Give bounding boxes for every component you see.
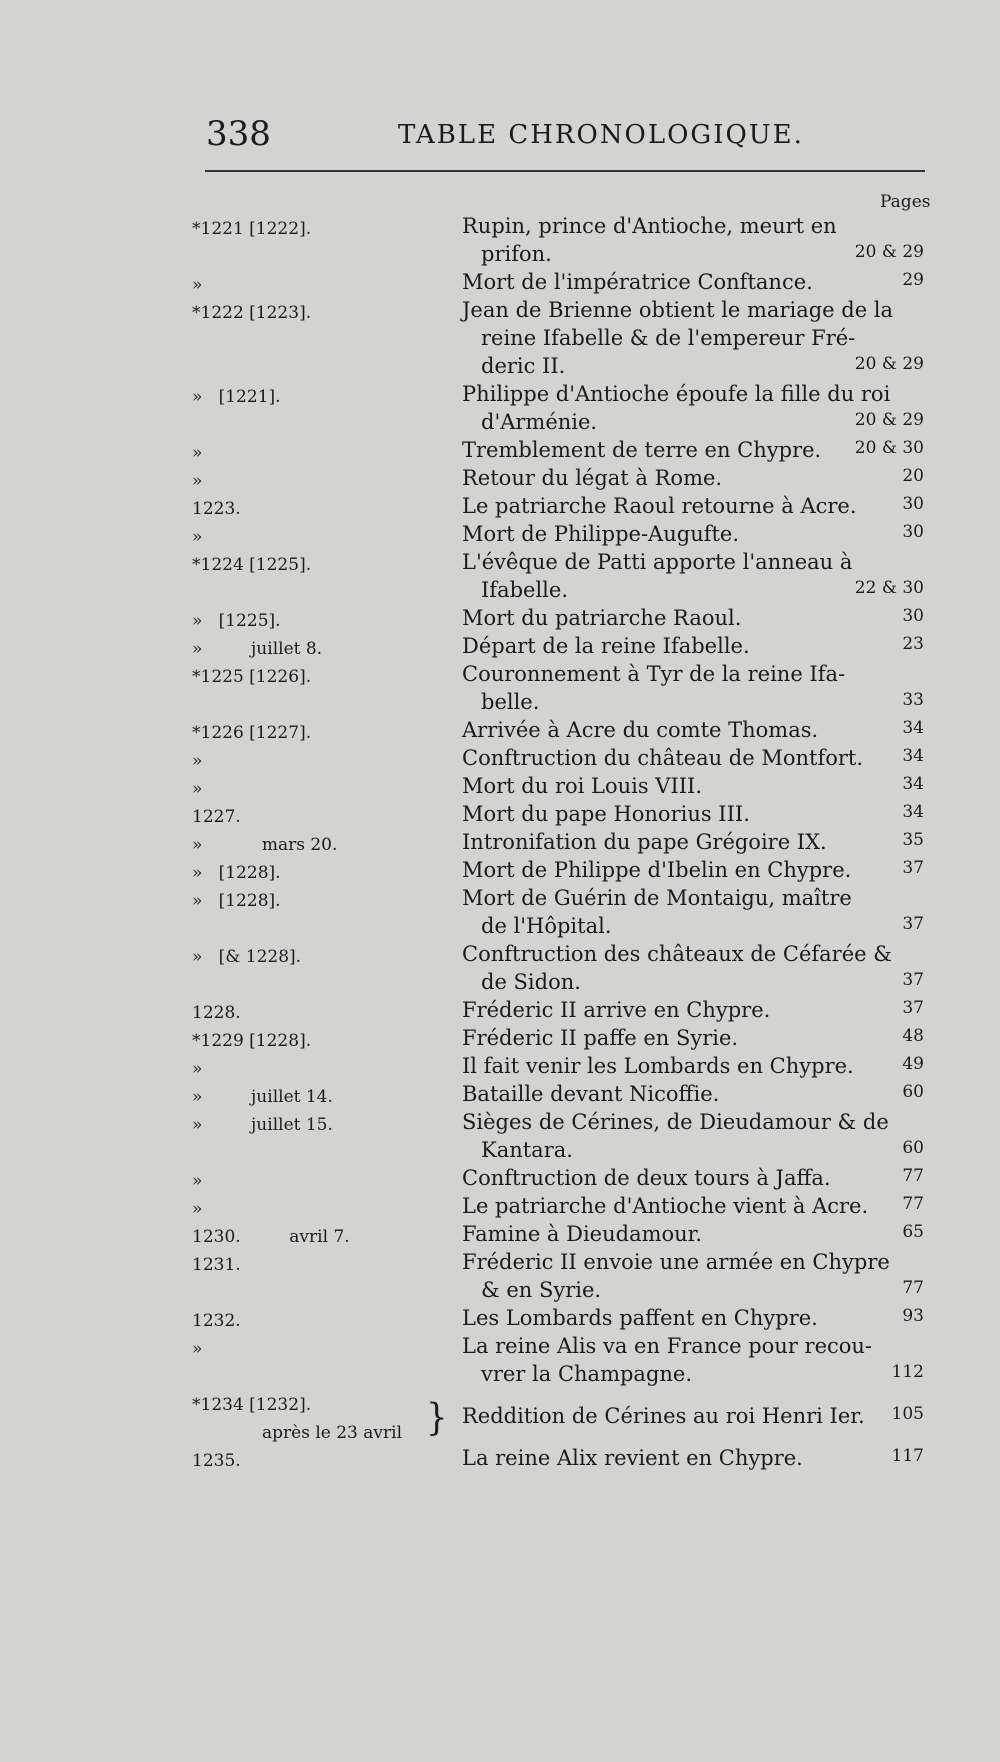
entry-pages: 23 <box>902 634 924 654</box>
entry-text-line: Mort de Philippe-Augufte. <box>462 522 740 546</box>
entry-pages: 20 & 30 <box>854 438 924 458</box>
chronology-entry <box>0 380 1000 436</box>
header-rule <box>205 170 925 172</box>
entry-pages: 35 <box>902 830 924 850</box>
entry-text-line: Fréderic II paffe en Syrie. <box>462 1026 739 1050</box>
chronology-entry <box>0 828 1000 856</box>
chronology-entry <box>0 1332 1000 1388</box>
entry-text-line: Mort de l'impératrice Conftance. <box>462 270 813 294</box>
entry-pages: 60 <box>902 1138 924 1158</box>
entry-text-line: Kantara. <box>481 1138 573 1162</box>
entry-pages: 20 & 29 <box>854 242 924 262</box>
entry-text-line: L'évêque de Patti apporte l'anneau à <box>462 550 853 574</box>
entry-date: » <box>192 527 203 547</box>
entry-text-line: Les Lombards paffent en Chypre. <box>462 1306 818 1330</box>
entry-text-line: de l'Hôpital. <box>481 914 612 938</box>
entry-pages: 34 <box>902 774 924 794</box>
entry-date: » <box>192 1059 203 1079</box>
entry-pages: 77 <box>902 1278 924 1298</box>
chronology-entry <box>0 436 1000 464</box>
entry-date: *1221 [1222]. <box>192 219 312 239</box>
entry-date: » juillet 14. <box>192 1087 333 1107</box>
entry-date: » <box>192 471 203 491</box>
entry-text-line: Mort de Philippe d'Ibelin en Chypre. <box>462 858 852 882</box>
entry-date: 1230. avril 7. <box>192 1227 350 1247</box>
entry-text-line: Mort de Guérin de Montaigu, maître <box>462 886 852 910</box>
chronology-entry <box>0 940 1000 996</box>
entry-text-line: Conftruction des châteaux de Céfarée & <box>462 942 892 966</box>
entry-date: *1225 [1226]. <box>192 667 312 687</box>
entry-pages: 117 <box>891 1446 924 1466</box>
chronology-entry <box>0 296 1000 380</box>
entry-text-line: Arrivée à Acre du comte Thomas. <box>462 718 819 742</box>
entry-pages: 29 <box>902 270 924 290</box>
chronology-entry <box>0 1388 1000 1444</box>
entry-pages: 37 <box>902 858 924 878</box>
entry-date: » <box>192 1199 203 1219</box>
entry-date: » [1228]. <box>192 891 281 911</box>
entry-date: » [1228]. <box>192 863 281 883</box>
entry-date: 1223. <box>192 499 241 519</box>
chronology-entry <box>0 492 1000 520</box>
entry-date: *1229 [1228]. <box>192 1031 312 1051</box>
entry-date: 1235. <box>192 1451 241 1471</box>
entry-date: *1224 [1225]. <box>192 555 312 575</box>
entry-text-line: reine Ifabelle & de l'empereur Fré- <box>481 326 856 350</box>
entry-date: » <box>192 443 203 463</box>
chronology-entry <box>0 1248 1000 1304</box>
entry-text-line: Ifabelle. <box>481 578 568 602</box>
entry-text-line: de Sidon. <box>481 970 581 994</box>
entry-text-line: deric II. <box>481 354 566 378</box>
chronology-entry <box>0 604 1000 632</box>
date-brace: } <box>426 1396 448 1440</box>
entry-text-line: prifon. <box>481 242 552 266</box>
entry-text-line: Famine à Dieudamour. <box>462 1222 703 1246</box>
entry-pages: 34 <box>902 746 924 766</box>
chronology-entry <box>0 1220 1000 1248</box>
entry-text-line: Sièges de Cérines, de Dieudamour & de <box>462 1110 889 1134</box>
entry-text-line: Conftruction de deux tours à Jaffa. <box>462 1166 831 1190</box>
entry-text-line: Mort du roi Louis VIII. <box>462 774 703 798</box>
entry-text-line: Reddition de Cérines au roi Henri Ier. <box>462 1404 865 1428</box>
page-number: 338 <box>206 114 271 154</box>
chronology-entry <box>0 632 1000 660</box>
chronology-entry <box>0 856 1000 884</box>
entry-pages: 37 <box>902 970 924 990</box>
entry-date: » <box>192 1339 203 1359</box>
chronology-entry <box>0 744 1000 772</box>
entry-date: 1228. <box>192 1003 241 1023</box>
chronology-entry <box>0 884 1000 940</box>
chronology-entry <box>0 800 1000 828</box>
chronology-entry <box>0 268 1000 296</box>
entry-text-line: Philippe d'Antioche époufe la fille du roi <box>462 382 891 406</box>
entry-pages: 60 <box>902 1082 924 1102</box>
entry-date: » <box>192 275 203 295</box>
entry-text-line: Jean de Brienne obtient le mariage de la <box>462 298 894 322</box>
entry-text-line: Conftruction du château de Montfort. <box>462 746 864 770</box>
entry-text-line: belle. <box>481 690 540 714</box>
entry-text-line: Mort du pape Honorius III. <box>462 802 750 826</box>
running-title: TABLE CHRONOLOGIQUE. <box>398 120 804 150</box>
entry-pages: 37 <box>902 914 924 934</box>
entry-pages: 33 <box>902 690 924 710</box>
entry-pages: 34 <box>902 802 924 822</box>
entry-date: » [1221]. <box>192 387 281 407</box>
entry-text-line: & en Syrie. <box>481 1278 602 1302</box>
entry-pages: 77 <box>902 1194 924 1214</box>
entry-date: » <box>192 779 203 799</box>
entry-pages: 65 <box>902 1222 924 1242</box>
entry-text-line: Retour du légat à Rome. <box>462 466 723 490</box>
entry-pages: 20 & 29 <box>854 410 924 430</box>
entry-date: » <box>192 751 203 771</box>
entry-text-line: Bataille devant Nicoffie. <box>462 1082 720 1106</box>
entry-pages: 20 & 29 <box>854 354 924 374</box>
entry-text-line: Il fait venir les Lombards en Chypre. <box>462 1054 854 1078</box>
entry-date: » [& 1228]. <box>192 947 302 967</box>
chronology-entry <box>0 1192 1000 1220</box>
chronology-entry <box>0 1024 1000 1052</box>
entry-date: 1231. <box>192 1255 241 1275</box>
entry-pages: 30 <box>902 494 924 514</box>
entry-text-line: Départ de la reine Ifabelle. <box>462 634 750 658</box>
chronology-entry <box>0 1108 1000 1164</box>
entry-pages: 112 <box>891 1362 924 1382</box>
chronology-entry <box>0 1164 1000 1192</box>
entry-text-line: La reine Alis va en France pour recou- <box>462 1334 873 1358</box>
chronology-entry <box>0 772 1000 800</box>
chronology-entry <box>0 1052 1000 1080</box>
entry-text-line: Fréderic II arrive en Chypre. <box>462 998 771 1022</box>
entry-text-line: Fréderic II envoie une armée en Chypre <box>462 1250 890 1274</box>
entry-pages: 105 <box>891 1404 924 1424</box>
chronology-entry <box>0 520 1000 548</box>
entry-pages: 49 <box>902 1054 924 1074</box>
entry-text-line: Le patriarche d'Antioche vient à Acre. <box>462 1194 869 1218</box>
entry-date: 1227. <box>192 807 241 827</box>
entry-date: *1226 [1227]. <box>192 723 312 743</box>
entry-text-line: Intronifation du pape Grégoire IX. <box>462 830 827 854</box>
chronology-entry <box>0 464 1000 492</box>
chronology-entry <box>0 996 1000 1024</box>
entry-pages: 93 <box>902 1306 924 1326</box>
pages-column-heading: Pages <box>880 192 931 212</box>
entry-pages: 22 & 30 <box>854 578 924 598</box>
chronology-table <box>0 212 1000 1472</box>
entry-text-line: Le patriarche Raoul retourne à Acre. <box>462 494 857 518</box>
entry-text-line: d'Arménie. <box>481 410 598 434</box>
entry-date: *1234 [1232]. <box>192 1395 312 1415</box>
chronology-entry <box>0 660 1000 716</box>
entry-date: » [1225]. <box>192 611 281 631</box>
entry-text-line: La reine Alix revient en Chypre. <box>462 1446 803 1470</box>
entry-date-detail: après le 23 avril <box>262 1423 403 1443</box>
entry-text-line: Rupin, prince d'Antioche, meurt en <box>462 214 837 238</box>
chronology-entry <box>0 548 1000 604</box>
chronology-entry <box>0 1304 1000 1332</box>
entry-pages: 20 <box>902 466 924 486</box>
chronology-entry <box>0 1444 1000 1472</box>
chronology-entry <box>0 716 1000 744</box>
entry-date: » <box>192 1171 203 1191</box>
entry-pages: 34 <box>902 718 924 738</box>
entry-text-line: vrer la Champagne. <box>481 1362 693 1386</box>
entry-pages: 30 <box>902 522 924 542</box>
entry-date: » juillet 15. <box>192 1115 333 1135</box>
entry-text-line: Tremblement de terre en Chypre. <box>462 438 822 462</box>
entry-pages: 77 <box>902 1166 924 1186</box>
entry-date: *1222 [1223]. <box>192 303 312 323</box>
entry-date: 1232. <box>192 1311 241 1331</box>
entry-date: » mars 20. <box>192 835 338 855</box>
entry-text-line: Mort du patriarche Raoul. <box>462 606 742 630</box>
chronology-entry <box>0 212 1000 268</box>
entry-pages: 48 <box>902 1026 924 1046</box>
entry-pages: 30 <box>902 606 924 626</box>
entry-text-line: Couronnement à Tyr de la reine Ifa- <box>462 662 846 686</box>
entry-pages: 37 <box>902 998 924 1018</box>
entry-date: » juillet 8. <box>192 639 323 659</box>
chronology-entry <box>0 1080 1000 1108</box>
